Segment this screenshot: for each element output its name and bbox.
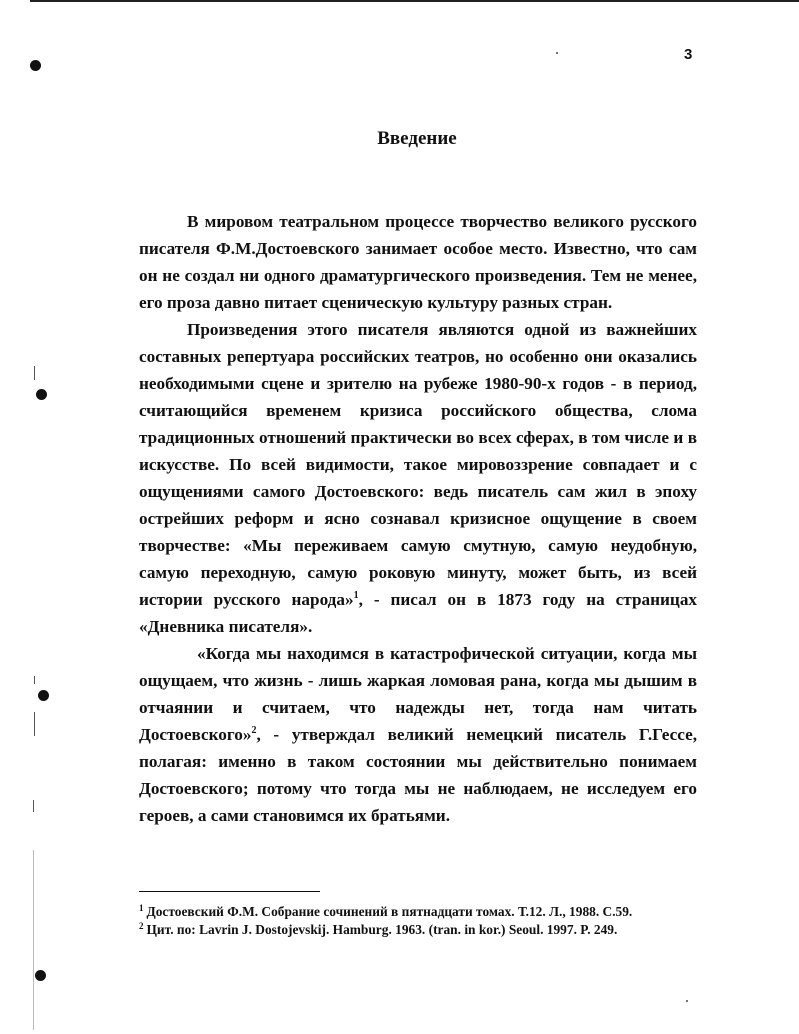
margin-scan-mark [33,850,34,1030]
paragraph-hesse-quote [139,640,697,829]
margin-scan-mark [34,676,35,684]
paragraph-intro-text: В мировом театральном процессе творчество великого русского писателя Ф.М.Достоевского занимает особое место. Известно, что сам он не создал ни одного драматургического произведения. Тем не менее, его проза давно питает сценическую культуру разных стран. [139,212,697,312]
punch-hole-lower-middle [38,690,49,701]
footnote-reference-1: 1 [353,590,359,601]
paragraph-intro [139,208,697,316]
scan-speck [556,52,558,54]
footnotes [139,903,739,939]
page-number: 3 [684,46,693,63]
punch-hole-top [30,60,41,71]
footnote-1-text: Достоевский Ф.М. Собрание сочинений в пятнадцати томах. Т.12. Л., 1988. С.59. [146,904,633,919]
page-title: Введение [377,128,457,149]
main-text [139,208,697,829]
top-border-line [30,0,799,2]
footnote-1-number: 1 [139,903,144,913]
scan-speck [686,1000,688,1002]
paragraph-hesse-quote-text-start: «Когда мы находимся в катастрофической ситуации, когда мы ощущаем, что жизнь - лишь жаркая ломовая рана, когда мы дышим в отчаянии и считаем, что надежды нет, тогда нам читать Достоевского» [139,644,697,744]
paragraph-repertoire-text-start: Произведения этого писателя являются одной из важнейших составных репертуара российских театров, но особенно они оказались необходимыми сцене и зрителю на рубеже 1980-90-х годов - в период, считающийся временем кризиса российского общества, слома традиционных отношений практически во всех сферах, в том числе и в искусстве. По всей видимости, такое мировоззрение совпадает и с ощущениями самого Достоевского: ведь писатель сам жил в эпоху острейших реформ и ясно сознавал кризисное ощущение в своем творчестве: «Мы переживаем самую смутную, самую неудобную, самую переходную, самую роковую минуту, может быть, из всей истории русского народа» [139,320,697,609]
paragraph-repertoire-text-end: , - писал он в 1873 году на страницах «Дневника писателя». [139,590,698,636]
footnote-2-text: Цит. по: Lavrin J. Dostojevskij. Hamburg. 1963. (tran. in kor.) Seoul. 1997. P. 249. [146,922,618,937]
paragraph-repertoire [139,316,697,640]
paragraph-hesse-quote-text-end: , - утверждал великий немецкий писатель Г.Гессе, полагая: именно в таком состоянии мы действительно понимаем Достоевского; потому что тогда мы не наблюдаем, не исследуем его героев, а сами становимся их братьями. [139,725,697,825]
footnote-1 [139,903,739,921]
punch-hole-upper-middle [36,389,47,400]
margin-scan-mark [34,366,35,380]
footnote-reference-2: 2 [251,725,257,736]
margin-scan-mark [34,712,35,736]
footnote-separator [139,891,320,892]
footnote-2 [139,921,739,939]
margin-scan-mark [33,800,34,812]
punch-hole-bottom [35,970,46,981]
footnote-2-number: 2 [139,921,144,931]
